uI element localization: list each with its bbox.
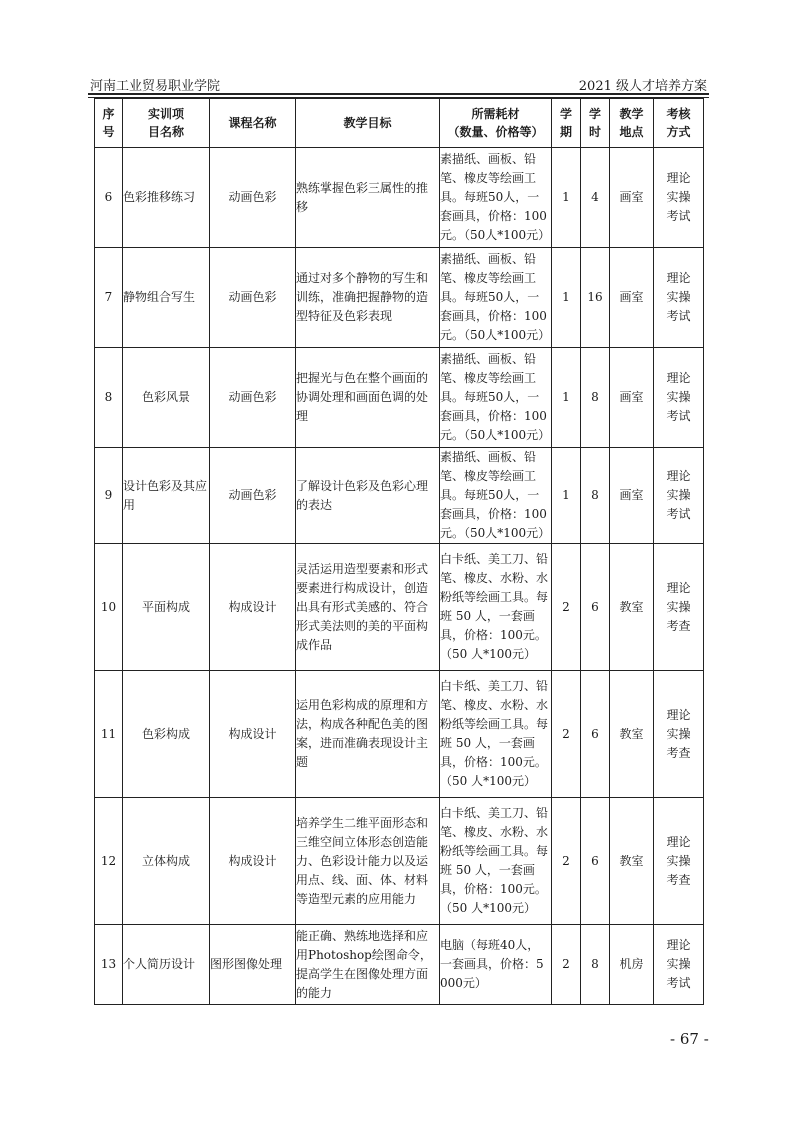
cell-term: 2 (552, 544, 581, 671)
cell-project: 色彩构成 (123, 671, 210, 798)
document-title: 2021 级人才培养方案 (578, 79, 707, 94)
cell-place: 画室 (610, 448, 654, 544)
cell-place: 教室 (610, 544, 654, 671)
cell-project: 静物组合写生 (123, 248, 210, 348)
cell-project: 色彩风景 (123, 348, 210, 448)
column-header-exam: 考核 方式 (654, 99, 704, 148)
cell-materials: 素描纸、画板、铅笔、橡皮等绘画工具。每班50人，一套画具，价格：100元。（50人*100元） (440, 148, 552, 248)
table-row (95, 448, 704, 544)
cell-exam: 理论 实操 考试 (654, 248, 704, 348)
cell-materials: 素描纸、画板、铅笔、橡皮等绘画工具。每班50人，一套画具，价格：100元。（50人*100元） (440, 248, 552, 348)
cell-no: 6 (95, 148, 123, 248)
cell-materials: 电脑（每班40人，一套画具，价格：5000元） (440, 925, 552, 1005)
column-header-no: 序 号 (95, 99, 123, 148)
cell-project: 平面构成 (123, 544, 210, 671)
cell-course: 动画色彩 (210, 348, 296, 448)
header-rule-thick (88, 93, 709, 95)
cell-exam: 理论 实操 考查 (654, 798, 704, 925)
cell-course: 动画色彩 (210, 448, 296, 544)
cell-hours: 6 (581, 544, 610, 671)
cell-exam: 理论 实操 考试 (654, 148, 704, 248)
cell-hours: 8 (581, 348, 610, 448)
cell-term: 1 (552, 448, 581, 544)
cell-exam: 理论 实操 考试 (654, 925, 704, 1005)
column-header-hours: 学 时 (581, 99, 610, 148)
cell-hours: 8 (581, 448, 610, 544)
cell-goal: 通过对多个静物的写生和训练，准确把握静物的造型特征及色彩表现 (296, 248, 440, 348)
cell-materials: 素描纸、画板、铅笔、橡皮等绘画工具。每班50人，一套画具，价格：100元。（50人*100元） (440, 448, 552, 544)
institution-name: 河南工业贸易职业学院 (90, 79, 221, 94)
column-header-goal: 教学目标 (296, 99, 440, 148)
cell-no: 9 (95, 448, 123, 544)
cell-no: 8 (95, 348, 123, 448)
cell-place: 画室 (610, 348, 654, 448)
cell-term: 1 (552, 348, 581, 448)
cell-project: 立体构成 (123, 798, 210, 925)
cell-term: 2 (552, 925, 581, 1005)
cell-hours: 16 (581, 248, 610, 348)
table-row (95, 248, 704, 348)
cell-course: 动画色彩 (210, 248, 296, 348)
column-header-term: 学 期 (552, 99, 581, 148)
cell-materials: 白卡纸、美工刀、铅笔、橡皮、水粉、水粉纸等绘画工具。每班 50 人，一套画具，价格：100元。（50 人*100元） (440, 544, 552, 671)
cell-no: 7 (95, 248, 123, 348)
cell-project: 设计色彩及其应用 (123, 448, 210, 544)
cell-hours: 6 (581, 798, 610, 925)
cell-hours: 6 (581, 671, 610, 798)
cell-project: 色彩推移练习 (123, 148, 210, 248)
cell-course: 构成设计 (210, 671, 296, 798)
cell-course: 图形图像处理 (210, 925, 296, 1005)
cell-no: 13 (95, 925, 123, 1005)
cell-course: 动画色彩 (210, 148, 296, 248)
cell-no: 11 (95, 671, 123, 798)
table-body (95, 148, 704, 1005)
table-row (95, 544, 704, 671)
cell-goal: 把握光与色在整个画面的协调处理和画面色调的处理 (296, 348, 440, 448)
cell-term: 2 (552, 798, 581, 925)
cell-materials: 白卡纸、美工刀、铅笔、橡皮、水粉、水粉纸等绘画工具。每班 50 人，一套画具，价格：100元。（50 人*100元） (440, 671, 552, 798)
column-header-project: 实训项 目名称 (123, 99, 210, 148)
cell-term: 2 (552, 671, 581, 798)
cell-goal: 熟练掌握色彩三属性的推移 (296, 148, 440, 248)
cell-goal: 灵活运用造型要素和形式要素进行构成设计，创造出具有形式美感的、符合形式美法则的美的平面构成作品 (296, 544, 440, 671)
table-header-row (95, 99, 704, 148)
cell-place: 教室 (610, 798, 654, 925)
column-header-place: 教学 地点 (610, 99, 654, 148)
cell-term: 1 (552, 248, 581, 348)
cell-place: 机房 (610, 925, 654, 1005)
cell-project: 个人简历设计 (123, 925, 210, 1005)
cell-place: 画室 (610, 148, 654, 248)
cell-goal: 运用色彩构成的原理和方法，构成各种配色美的图案，进而准确表现设计主题 (296, 671, 440, 798)
column-header-course: 课程名称 (210, 99, 296, 148)
cell-no: 10 (95, 544, 123, 671)
cell-hours: 4 (581, 148, 610, 248)
cell-exam: 理论 实操 考查 (654, 671, 704, 798)
cell-term: 1 (552, 148, 581, 248)
cell-goal: 能正确、熟练地选择和应用Photoshop绘图命令，提高学生在图像处理方面的能力 (296, 925, 440, 1005)
cell-materials: 素描纸、画板、铅笔、橡皮等绘画工具。每班50人，一套画具，价格：100元。（50人*100元） (440, 348, 552, 448)
cell-no: 12 (95, 798, 123, 925)
cell-exam: 理论 实操 考试 (654, 348, 704, 448)
column-header-materials: 所需耗材 （数量、价格等） (440, 99, 552, 148)
table-row (95, 925, 704, 1005)
table-row (95, 148, 704, 248)
cell-goal: 了解设计色彩及色彩心理的表达 (296, 448, 440, 544)
table-row (95, 671, 704, 798)
table-row (95, 348, 704, 448)
cell-goal: 培养学生二维平面形态和三维空间立体形态创造能力、色彩设计能力以及运用点、线、面、体、材料等造型元素的应用能力 (296, 798, 440, 925)
cell-exam: 理论 实操 考试 (654, 448, 704, 544)
table-row (95, 798, 704, 925)
training-projects-table (94, 98, 704, 1005)
page-number: - 67 - (670, 1030, 709, 1048)
page-header (88, 74, 709, 94)
cell-place: 画室 (610, 248, 654, 348)
cell-materials: 白卡纸、美工刀、铅笔、橡皮、水粉、水粉纸等绘画工具。每班 50 人，一套画具，价格：100元。（50 人*100元） (440, 798, 552, 925)
cell-course: 构成设计 (210, 798, 296, 925)
cell-course: 构成设计 (210, 544, 296, 671)
cell-place: 教室 (610, 671, 654, 798)
cell-exam: 理论 实操 考查 (654, 544, 704, 671)
cell-hours: 8 (581, 925, 610, 1005)
